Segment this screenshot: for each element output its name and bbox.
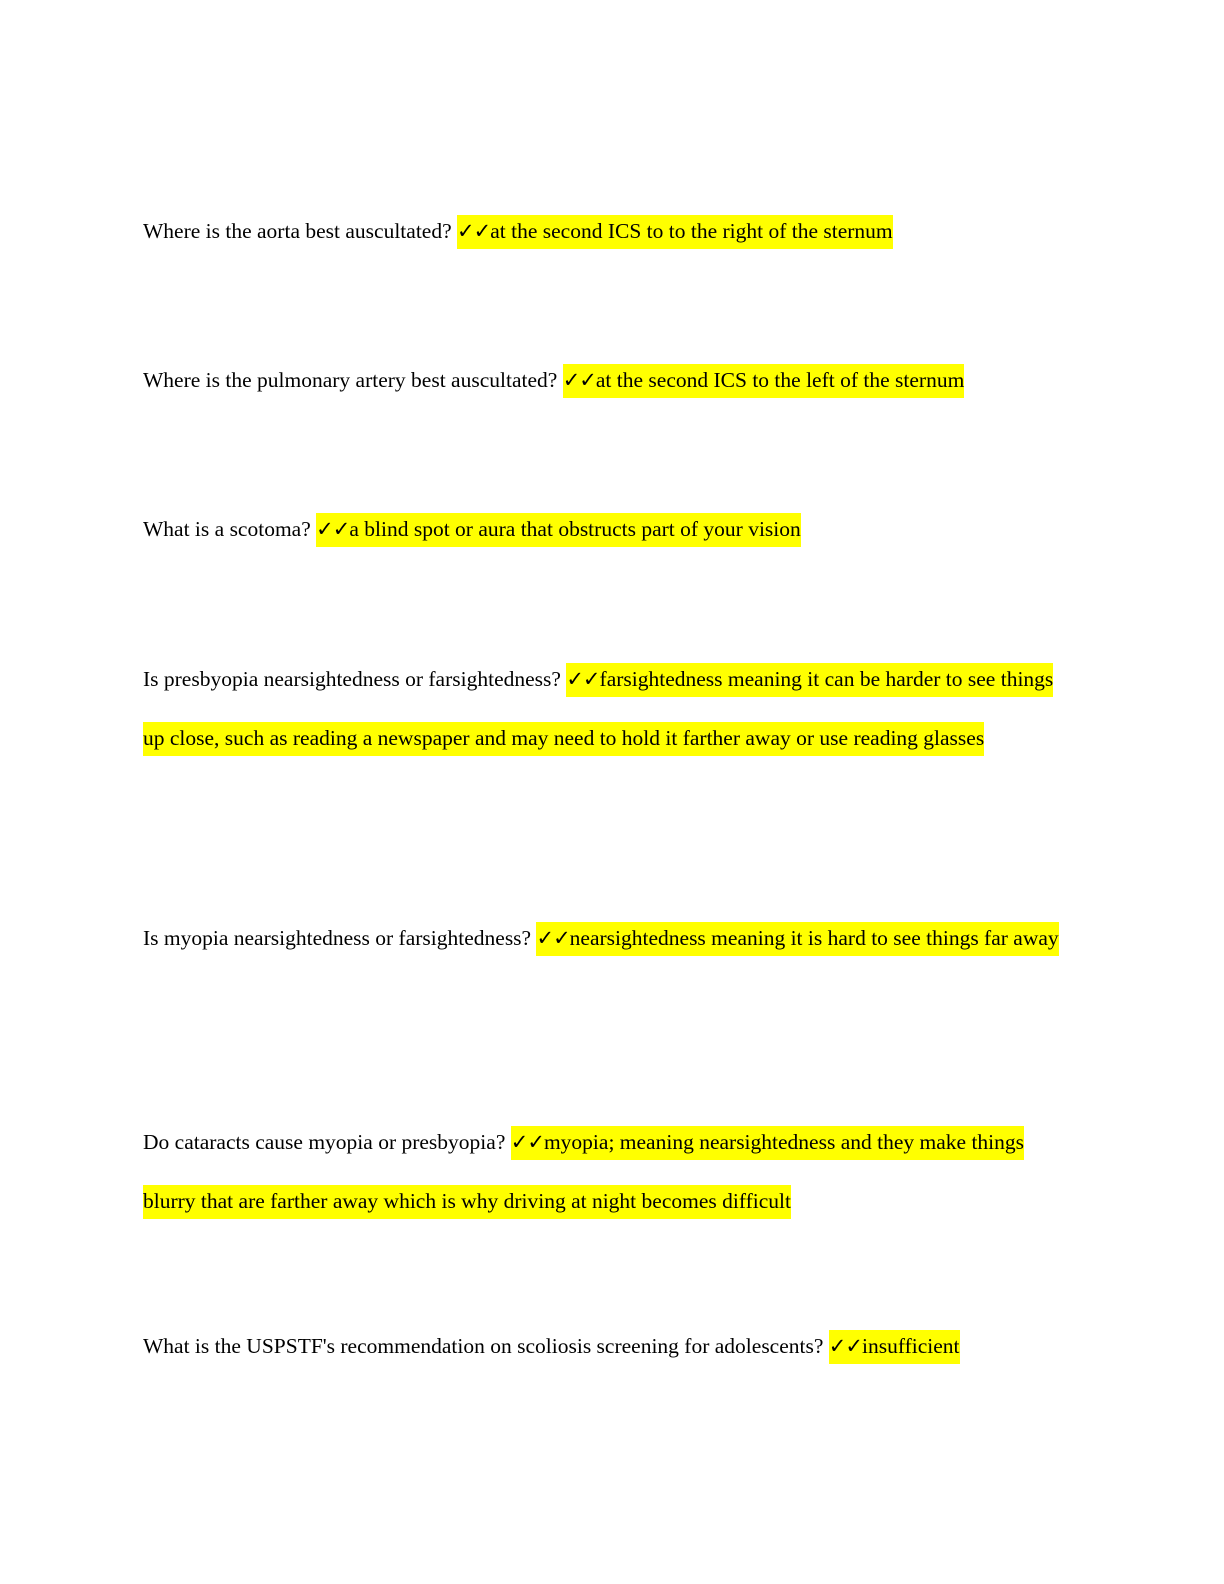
- answer-text: myopia; meaning nearsightedness and they make things blurry that are farther away which is why driving at night becomes difficult: [143, 1130, 1025, 1213]
- answer-highlight: [457, 215, 893, 249]
- qa-item-myopia: [143, 909, 1078, 968]
- qa-item-cataracts: [143, 1113, 1068, 1231]
- answer-highlight: [536, 922, 1058, 956]
- double-check-icon: ✓✓: [457, 219, 491, 243]
- question-text: What is the USPSTF's recommendation on scoliosis screening for adolescents?: [143, 1334, 824, 1358]
- answer-highlight: [316, 513, 801, 547]
- qa-item-pulmonary: [143, 351, 1083, 410]
- answer-text: nearsightedness meaning it is hard to see things far away: [569, 926, 1059, 950]
- qa-item-presbyopia: [143, 650, 1063, 768]
- question-text: Is myopia nearsightedness or farsightedness?: [143, 926, 532, 950]
- answer-text: at the second ICS to to the right of the sternum: [490, 219, 893, 243]
- answer-text: farsightedness meaning it can be harder to see things up close, such as reading a newspaper and may need to hold it farther away or use reading glasses: [143, 667, 1054, 750]
- double-check-icon: ✓✓: [316, 517, 350, 541]
- answer-highlight: [829, 1330, 960, 1364]
- qa-item-scotoma: [143, 500, 1083, 559]
- double-check-icon: ✓✓: [536, 926, 570, 950]
- answer-text: a blind spot or aura that obstructs part of your vision: [349, 517, 801, 541]
- answer-text: at the second ICS to the left of the sternum: [595, 368, 965, 392]
- double-check-icon: ✓✓: [566, 667, 600, 691]
- qa-item-scoliosis: [143, 1317, 1083, 1376]
- question-text: Where is the aorta best auscultated?: [143, 219, 452, 243]
- question-text: Do cataracts cause myopia or presbyopia?: [143, 1130, 506, 1154]
- answer-highlight: [563, 364, 965, 398]
- double-check-icon: ✓✓: [562, 368, 596, 392]
- answer-text: insufficient: [861, 1334, 960, 1358]
- double-check-icon: ✓✓: [510, 1130, 544, 1154]
- question-text: Where is the pulmonary artery best auscultated?: [143, 368, 558, 392]
- question-text: Is presbyopia nearsightedness or farsightedness?: [143, 667, 561, 691]
- double-check-icon: ✓✓: [828, 1334, 862, 1358]
- question-text: What is a scotoma?: [143, 517, 311, 541]
- qa-item-aorta: [143, 202, 1083, 261]
